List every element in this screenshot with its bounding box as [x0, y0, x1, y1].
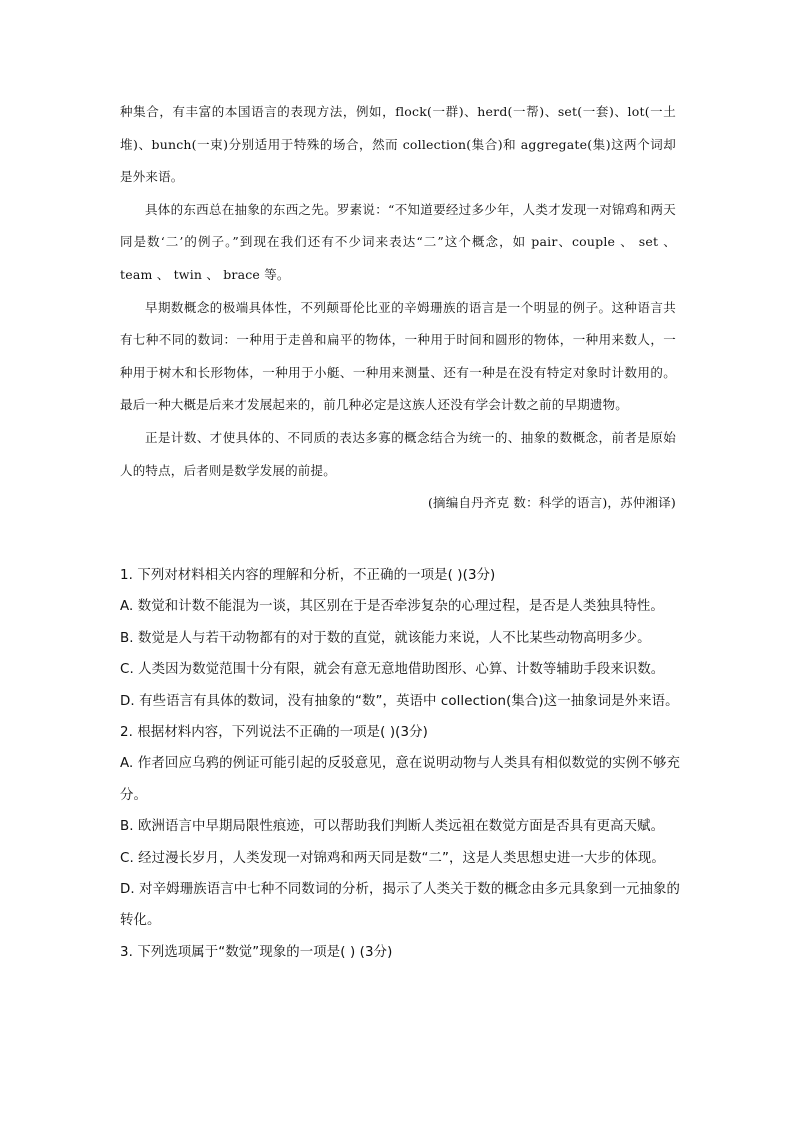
passage-paragraph: 正是计数、才使具体的、不同质的表达多寡的概念结合为统一的、抽象的数概念，前者是原始人的特点，后者则是数学发展的前提。 [120, 429, 676, 478]
answer-option: A. 作者回应乌鸦的例证可能引起的反驳意见，意在说明动物与人类具有相似数觉的实例不够充分。 [120, 756, 680, 803]
passage-source: (摘编自丹齐克 数：科学的语言)，苏仲湘译) [427, 495, 676, 511]
question-section [120, 560, 680, 968]
passage-paragraph: 早期数概念的极端具体性，不列颠哥伦比亚的辛姆珊族的语言是一个明显的例子。这种语言共有七种不同的数词：一种用于走兽和扁平的物体，一种用于时间和圆形的物体，一种用来数人，一种用于树木和长形物体，一种用于小艇、一种用来测量、还有一种是在没有特定对象时计数用的。最后一种大概是后来才发展起来的，前几种必定是这族人还没有学会计数之前的早期遗物。 [120, 299, 676, 413]
answer-option: B. 欧洲语言中早期局限性痕迹，可以帮助我们判断人类远祖在数觉方面是否具有更高天赋。 [120, 819, 665, 835]
question-stem: 1. 下列对材料相关内容的理解和分析，不正确的一项是( )(3分) [120, 568, 496, 583]
passage-paragraph: 种集合，有丰富的本国语言的表现方法，例如，flock(一群)、herd(一帮)、set(一套)、lot(一土堆)、bunch(一束)分别适用于特殊的场合，然而 collection(集合)和 aggregate(集)这两个词却是外来语。 [120, 104, 676, 185]
passage-paragraph: 具体的东西总在抽象的东西之先。罗素说：“不知道要经过多少年，人类才发现一对锦鸡和两天同是数‘二’的例子。”到现在我们还有不少词来表达“二”这个概念，如 pair、couple 、 set 、 team 、 twin 、 brace 等。 [120, 201, 676, 282]
answer-option: C. 人类因为数觉范围十分有限，就会有意无意地借助图形、心算、计数等辅助手段来识数。 [120, 662, 665, 678]
question-stem: 2. 根据材料内容，下列说法不正确的一项是( )(3分) [120, 725, 428, 741]
answer-option: B. 数觉是人与若干动物都有的对于数的直觉，就该能力来说，人不比某些动物高明多少。 [120, 630, 651, 646]
answer-option: A. 数觉和计数不能混为一谈，其区别在于是否牵涉复杂的心理过程，是否是人类独具特性。 [120, 599, 664, 615]
answer-option: D. 有些语言有具体的数词，没有抽象的“数”，英语中 collection(集合)这一抽象词是外来语。 [120, 693, 679, 709]
reading-passage [120, 96, 676, 520]
answer-option: D. 对辛姆珊族语言中七种不同数词的分析，揭示了人类关于数的概念由多元具象到一元抽象的转化。 [120, 882, 680, 929]
answer-option: C. 经过漫长岁月，人类发现一对锦鸡和两天同是数“二”，这是人类思想史进一大步的体现。 [120, 850, 665, 866]
question-stem: 3. 下列选项属于“数觉”现象的一项是( ) (3分) [120, 944, 393, 960]
